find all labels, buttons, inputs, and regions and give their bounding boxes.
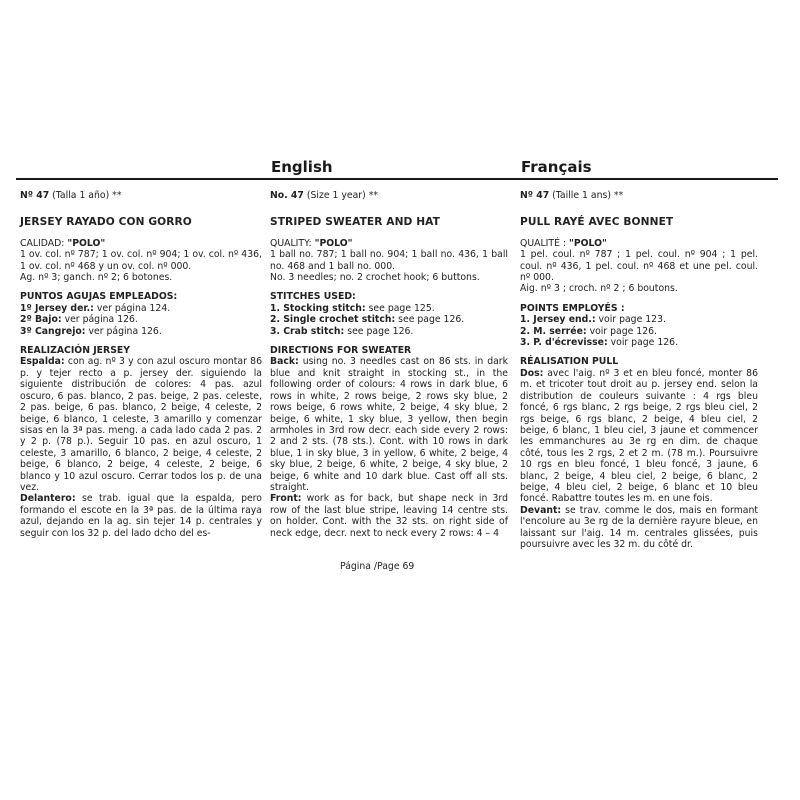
pattern-number: Nº 47 (Talla 1 año) **	[20, 190, 122, 201]
header-english: English	[271, 158, 333, 176]
quality-text: 1 pel. coul. nº 787 ; 1 pel. coul. nº 904 ; 1 pel. coul. nº 436, 1 pel. coul. nº 468 et une pel. coul. nº 000.	[520, 249, 758, 284]
pattern-title: STRIPED SWEATER AND HAT	[270, 216, 440, 229]
quality-text: 1 ov. col. nº 787; 1 ov. col. nº 904; 1 ov. col. nº 436, 1 ov. col. nº 468 y un ov. col. nº 000.	[20, 249, 262, 272]
stitch-item: 1. Jersey end.: voir page 123.	[520, 314, 666, 326]
stitch-item: 2. M. serrée: voir page 126.	[520, 325, 657, 337]
column-english	[270, 190, 508, 539]
front-instructions: Front: work as for back, but shape neck in 3rd row of the last blue stripe, leaving 14 centre sts. on holder. Cont. with the 32 sts. on right side of neck edge, decr. next to neck every 2 rows: 4 – 4	[270, 493, 508, 539]
stitch-item: 2º Bajo: ver página 126.	[20, 314, 138, 326]
stitch-item: 3. Crab stitch: see page 126.	[270, 325, 414, 337]
column-french	[520, 190, 758, 550]
back-instructions: Espalda: con ag. nº 3 y con azul oscuro montar 86 p. y tejer recto a p. jersey der. siguiendo la siguiente distribución de colores: 4 pas. azul oscuro, 6 pas. blanco, 2 pas. beige, 2 pas. celeste, 2 pas. beige, 6 pas. blanco, 2 beige, 4 celeste, 2 beige, 6 blanco, 1 celeste, 3 amarillo y comenzar sisas en la 3ª pas. meng. a cada lado cada 2 pas. 2 y 2 p. (78 p.). Seguir 10 pas. en azul oscuro, 1 celeste, 3 amarillo, 6 blanco, 2 beige, 4 celeste, 2 beige, 6 blanco, 2 beige, 4 celeste, 2 beige, 6 blanco y 10 azul oscuro. Cerrar todos los p. de una vez.	[20, 356, 262, 493]
stitch-item: 2. Single crochet stitch: see page 126.	[270, 314, 465, 326]
stitches-title: STITCHES USED:	[270, 291, 356, 303]
needles-text: Ag. nº 3; ganch. nº 2; 6 botones.	[20, 272, 173, 284]
front-instructions: Delantero: se trab. igual que la espalda, pero formando el escote en la 3ª pas. de la última raya azul, dejando en la ag. sin tejer 14 p. centrales y seguir con los 32 p. del lado dcho del es-	[20, 493, 262, 539]
back-instructions: Dos: avec l'aig. nº 3 et en bleu foncé, monter 86 m. et tricoter tout droit au p. jersey end. selon la distribution de couleurs suivante : 4 rgs bleu foncé, 6 rgs blanc, 2 rgs beige, 2 rgs bleu ciel, 2 rgs beige, 6 rgs blanc, 2 beige, 4 bleu ciel, 2 beige, 6 blanc, 1 bleu ciel, 3 jaune et commencer les emmanchures au 3e rg en dim. de chaque côté, tous les 2 rgs, 2 et 2 m. (78 m.). Poursuivre 10 rgs en bleu foncé, 1 bleu foncé, 3 jaune, 6 blanc, 2 beige, 4 bleu ciel, 2 beige, 6 blanc, 2 beige, 4 bleu ciel, 2 beige, 6 blanc et 10 bleu foncé. Rabattre toutes les m. en une fois.	[520, 367, 758, 505]
needles-text: Aig. nº 3 ; croch. nº 2 ; 6 boutons.	[520, 283, 678, 295]
pattern-number: Nº 47 (Taille 1 ans) **	[520, 190, 624, 201]
page-number: Página /Page 69	[340, 561, 415, 572]
pattern-title: JERSEY RAYADO CON GORRO	[20, 216, 192, 229]
back-instructions: Back: using no. 3 needles cast on 86 sts. in dark blue and knit straight in stocking st., in the following order of colours: 4 rows in dark blue, 6 rows in white, 2 rows beige, 2 rows sky blue, 2 rows beige, 6 rows white, 2 beige, 4 sky blue, 2 beige, 6 white, 1 sky blue, 3 yellow, then begin armholes in 3rd row decr. each side every 2 rows: 2 and 2 sts. (78 sts.). Cont. with 10 rows in dark blue, 1 in sky blue, 3 in yellow, 6 white, 2 beige, 4 sky blue, 2 beige, 6 white, 2 beige, 4 sky blue, 2 beige, 6 white and 10 dark blue. Cast off all sts. straight.	[270, 356, 508, 493]
stitch-item: 1. Stocking stitch: see page 125.	[270, 302, 435, 314]
column-spanish	[20, 190, 262, 539]
header-francais: Français	[521, 158, 592, 176]
quality-text: 1 ball no. 787; 1 ball no. 904; 1 ball no. 436, 1 ball no. 468 and 1 ball no. 000.	[270, 249, 508, 272]
needles-text: No. 3 needles; no. 2 crochet hook; 6 buttons.	[270, 272, 480, 284]
stitch-item: 3. P. d'écrevisse: voir page 126.	[520, 337, 679, 349]
front-instructions: Devant: se trav. comme le dos, mais en formant l'encolure au 3e rg de la dernière rayure bleue, en laissant sur l'aig. 14 m. centrales glissées, puis poursuivre avec les 32 m. du côté dr.	[520, 504, 758, 550]
realization-title: REALIZACIÓN JERSEY	[20, 345, 130, 357]
realization-title: DIRECTIONS FOR SWEATER	[270, 345, 412, 357]
pattern-number: No. 47 (Size 1 year) **	[270, 190, 378, 201]
quality-line: QUALITY: "POLO"	[270, 237, 353, 249]
stitch-item: 1º Jersey der.: ver página 124.	[20, 302, 171, 314]
stitches-title: PUNTOS AGUJAS EMPLEADOS:	[20, 291, 178, 303]
header-rule	[16, 178, 778, 180]
stitch-item: 3º Cangrejo: ver página 126.	[20, 325, 162, 337]
realization-title: RÉALISATION PULL	[520, 356, 619, 368]
stitches-title: POINTS EMPLOYÉS :	[520, 302, 625, 314]
quality-line: QUALITÉ : "POLO"	[520, 237, 607, 249]
pattern-title: PULL RAYÉ AVEC BONNET	[520, 216, 674, 229]
quality-line: CALIDAD: "POLO"	[20, 237, 106, 249]
